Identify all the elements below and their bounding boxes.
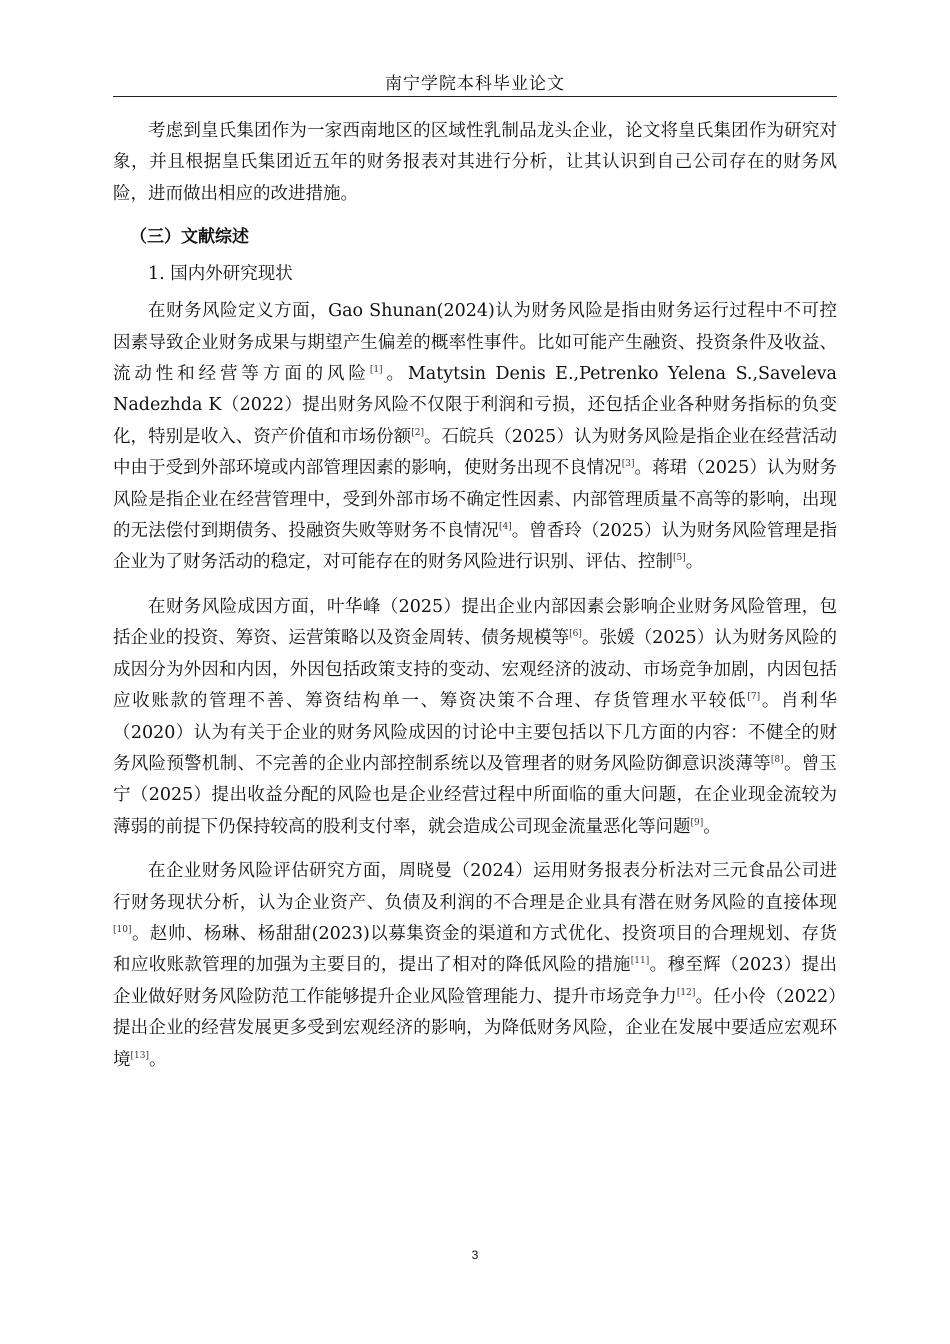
section-heading: （三）文献综述 [130, 227, 249, 248]
paragraph-text: 。肖利华（2020）认为有关于企业的财务风险成因的讨论中主要包括以下几方面的内容：不健全的财务风险预警机制、不完善的企业内部控制系统以及管理者的财务风险防御意识淡薄等 [113, 691, 838, 774]
header-divider [113, 96, 837, 97]
paragraph-text: 。石皖兵（2025）认为财务风险是指企业在经营活动中由于受到外部环境或内部管理因素的影响，使财务出现不良情况 [113, 426, 837, 479]
citation-marker: [13] [130, 1050, 149, 1061]
paragraph-risk-definition [113, 296, 837, 579]
citation-marker: [1] [369, 365, 383, 376]
page-number: 3 [471, 1248, 479, 1262]
citation-marker: [8] [770, 755, 784, 766]
paragraph-text: 。赵帅、杨琳、杨甜甜(2023)以募集资金的渠道和方式优化、投资项目的合理规划、存货和应收账款管理的加强为主要目的，提出了相对的降低风险的措施 [113, 923, 837, 976]
citation-marker: [12] [676, 987, 696, 998]
paragraph-text: 。穆至辉（2023）提出企业做好财务风险防范工作能够提升企业风险管理能力、提升市场竞争力 [113, 955, 837, 1007]
paragraph-text: 。曾香玲（2025）认为财务风险管理是指企业为了财务活动的稳定，对可能存在的财务风险进行识别、评估、控制 [113, 521, 837, 573]
paragraph-text: 。 [703, 816, 721, 837]
paragraph-risk-causes [113, 592, 837, 843]
paragraph-text: 。 [685, 552, 704, 573]
paragraph-text: 。 [148, 1049, 167, 1070]
paragraph-text: 。任小伶（2022）提出企业的经营发展更多受到宏观经济的影响，为降低财务风险，企业在发展中要适应宏观环境 [113, 986, 837, 1070]
subsection-heading: 1. 国内外研究现状 [148, 264, 293, 285]
paragraph-text: 。Matytsin Denis E.,Petrenko Yelena S.,Saveleva Nadezhda K（2022）提出财务风险不仅限于利润和亏损，还包括企业各种财务指标的负变化，特别是收入、资产价值和市场份额 [113, 364, 837, 447]
citation-marker: [2] [411, 428, 424, 439]
paragraph-text: 在企业财务风险评估研究方面，周晓曼（2024）运用财务报表分析法对三元食品公司进行财务现状分析，认为企业资产、负债及利润的不合理是企业具有潜在财务风险的直接体现 [113, 861, 837, 913]
citation-marker: [11] [630, 956, 650, 967]
paragraph-risk-assessment [113, 856, 837, 1076]
paragraph-text: 在财务风险定义方面，Gao Shunan(2024)认为财务风险是指由财务运行过程中不可控因素导致企业财务成果与期望产生偏差的概率性事件。比如可能产生融资、投资条件及收益、流动性和经营等方面的风险 [113, 301, 837, 385]
running-header: 南宁学院本科毕业论文 [385, 74, 565, 94]
intro-paragraph: 考虑到皇氏集团作为一家西南地区的区域性乳制品龙头企业，论文将皇氏集团作为研究对象，并且根据皇氏集团近五年的财务报表对其进行分析，让其认识到自己公司存在的财务风险，进而做出相应的改进措施。 [113, 121, 837, 204]
body-content [113, 116, 837, 1076]
citation-marker: [4] [498, 522, 512, 533]
paragraph-text: 。张媛（2025）认为财务风险的成因分为外因和内因，外因包括政策支持的变动、宏观经济的波动、市场竞争加剧，内因包括应收账款的管理不善、筹资结构单一、筹资决策不合理、存货管理水平较低 [113, 628, 837, 712]
paragraph-text: 在财务风险成因方面，叶华峰（2025）提出企业内部因素会影响企业财务风险管理，包括企业的投资、筹资、运营策略以及资金周转、债务规模等 [113, 596, 837, 649]
citation-marker: [7] [747, 692, 761, 703]
citation-marker: [10] [113, 925, 132, 936]
citation-marker: [9] [690, 817, 704, 828]
citation-marker: [5] [673, 553, 686, 564]
citation-marker: [3] [621, 459, 635, 470]
paragraph-text: 。蒋珺（2025）认为财务风险是指企业在经营管理中，受到外部市场不确定性因素、内部管理质量不高等的影响，出现的无法偿付到期债务、投融资失败等财务不良情况 [113, 458, 837, 542]
paragraph-text: 。曾玉宁（2025）提出收益分配的风险也是企业经营过程中所面临的重大问题，在企业现金流较为薄弱的前提下仍保持较高的股利支付率，就会造成公司现金流量恶化等问题 [113, 753, 837, 837]
citation-marker: [6] [569, 629, 582, 640]
